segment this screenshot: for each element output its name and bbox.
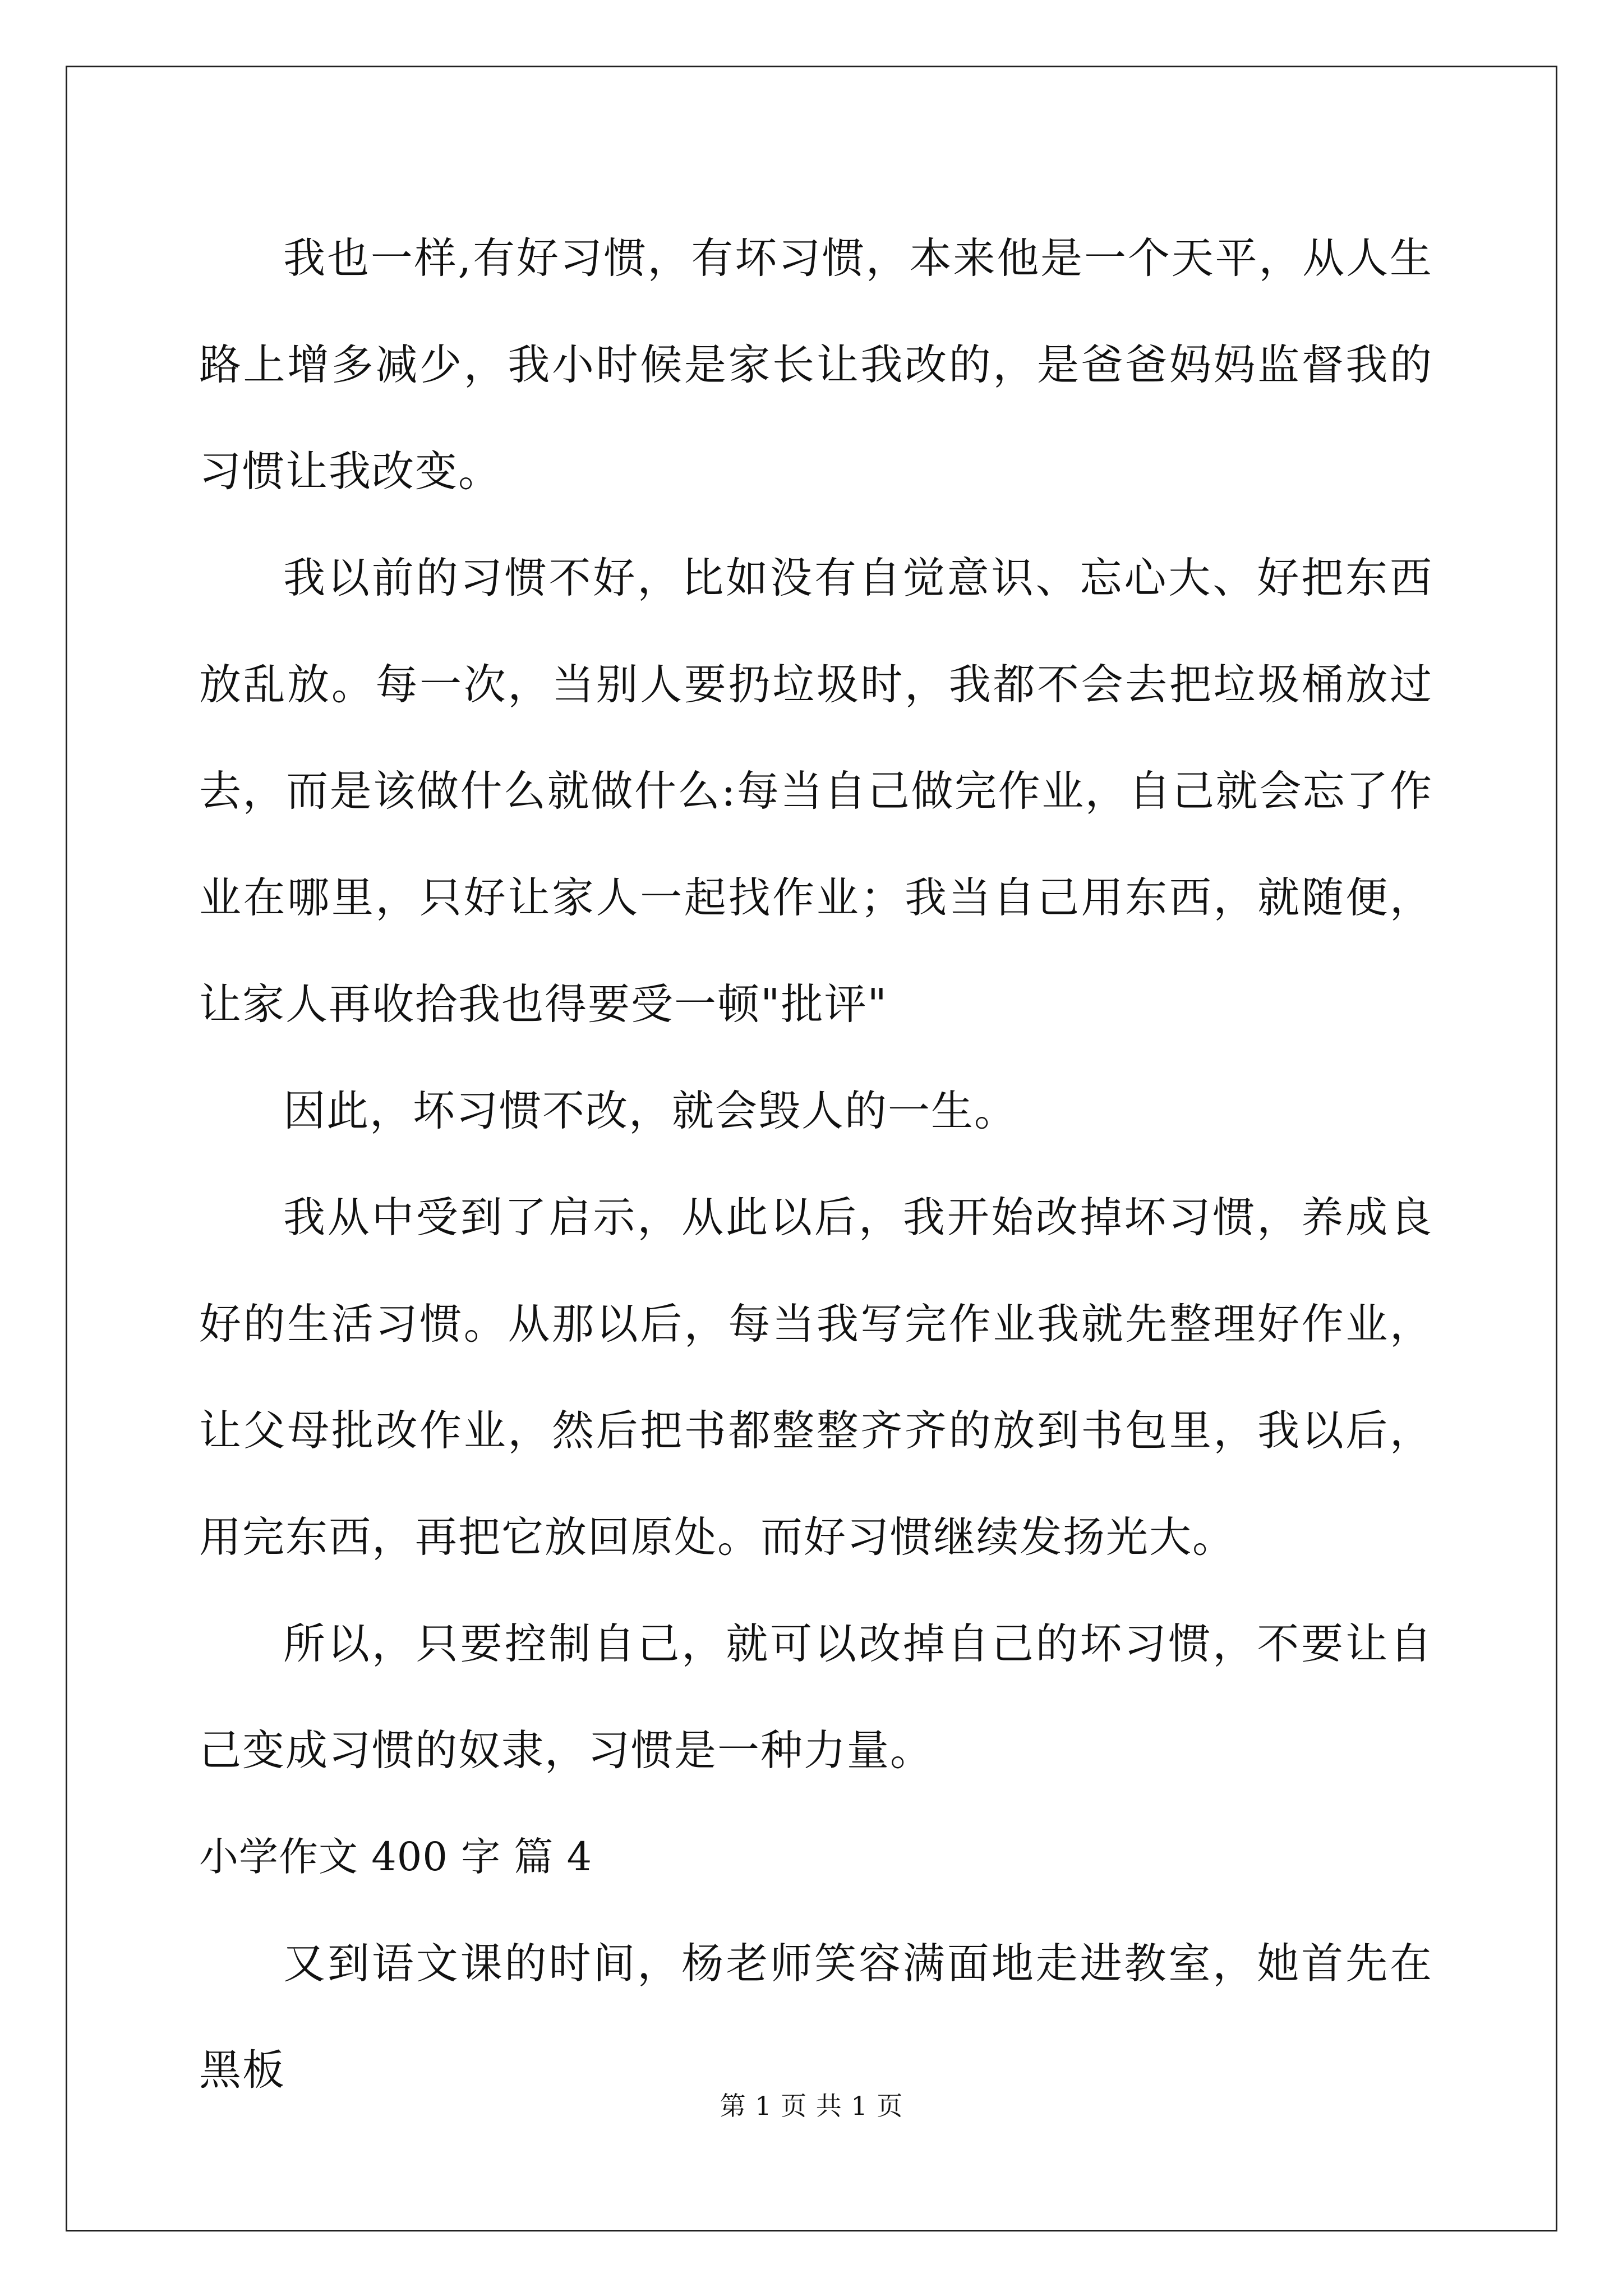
paragraph: 我也一样,有好习惯，有坏习惯，本来他是一个天平，从人生路上增多减少，我小时候是家长让我改的，是爸爸妈妈监督我的习惯让我改变。 bbox=[199, 233, 1433, 496]
document-body bbox=[199, 205, 1433, 2123]
paragraph: 我从中受到了启示，从此以后，我开始改掉坏习惯，养成良好的生活习惯。从那以后，每当我写完作业我就先整理好作业，让父母批改作业，然后把书都整整齐齐的放到书包里，我以后，用完东西，再把它放回原处。而好习惯继续发扬光大。 bbox=[199, 1193, 1433, 1562]
paragraph: 又到语文课的时间，杨老师笑容满面地走进教室，她首先在黑板 bbox=[199, 1939, 1433, 2095]
paragraph: 我以前的习惯不好，比如没有自觉意识、忘心大、好把东西放乱放。每一次，当别人要扔垃圾时，我都不会去把垃圾桶放过去，而是该做什么就做什么:每当自己做完作业，自己就会忘了作业在哪里，只好让家人一起找作业；我当自己用东西，就随便，让家人再收拾我也得要受一顿"批评" bbox=[199, 553, 1433, 1029]
paragraph: 所以，只要控制自己，就可以改掉自己的坏习惯，不要让自己变成习惯的奴隶，习惯是一种力量。 bbox=[199, 1619, 1433, 1775]
page-footer: 第 1 页 共 1 页 bbox=[720, 2091, 903, 2121]
paragraph: 因此，坏习惯不改，就会毁人的一生。 bbox=[283, 1086, 1018, 1135]
section-heading: 小学作文 400 字 篇 4 bbox=[199, 1834, 593, 1880]
